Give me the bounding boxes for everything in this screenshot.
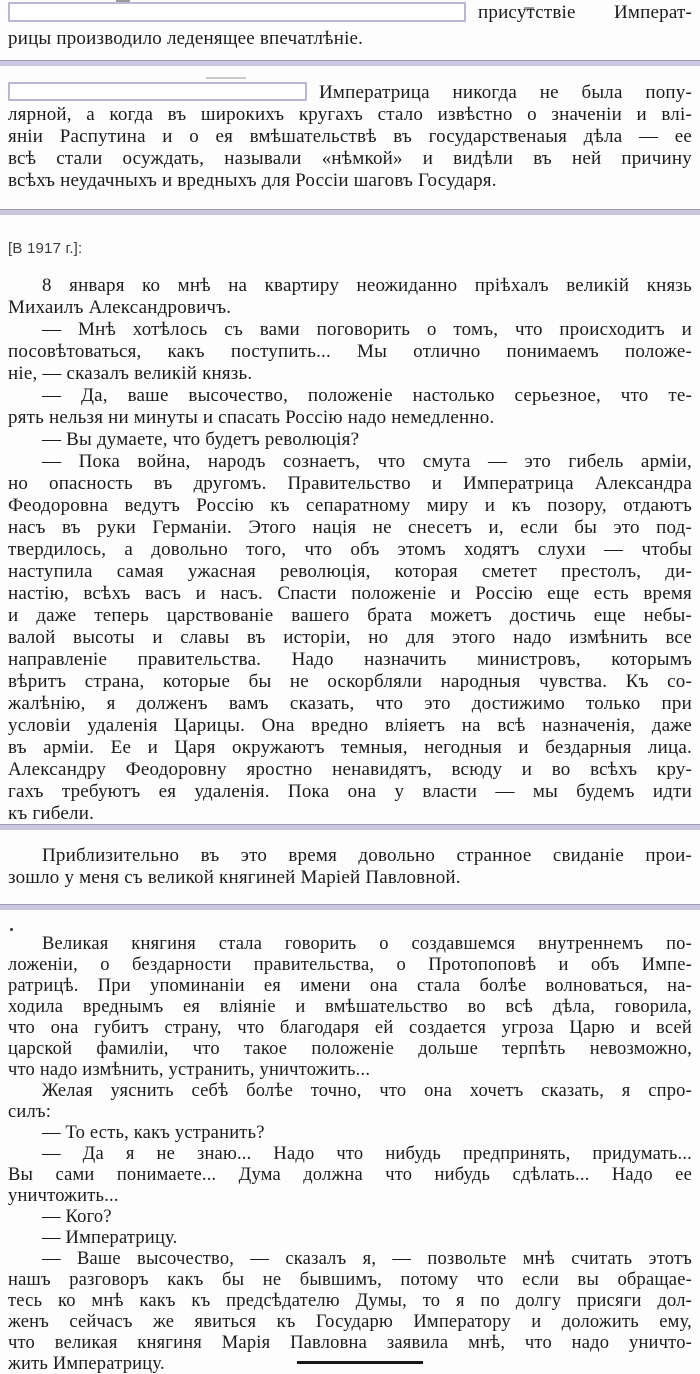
dialogue-block [8, 275, 692, 825]
text-line: — Да, ваше высочество, положеніе настолько серьезное, что те- [42, 385, 692, 406]
text-line: всѣхъ неудачныхъ и вредныхъ для Россіи шаговъ Государя. [8, 170, 497, 191]
text-line: Вы сами понимаете... Дума должна что нибудь сдѣлать... Надо ее [8, 1165, 692, 1185]
text-line: Феодоровна ведутъ Россію къ сепаратному миру и къ позору, отдаютъ [8, 495, 692, 516]
opening-paragraph [8, 2, 692, 50]
text-line: Александру Феодоровну яростно ненавидятъ, всюду и во всѣхъ кру- [8, 759, 692, 780]
text-line: къ гибели. [8, 803, 95, 824]
text-line: ніе, — сказалъ великій князь. [8, 363, 253, 384]
text-line: нашъ разговоръ какъ бы не бывшимъ, потому что если вы обращае- [8, 1270, 692, 1290]
text-line: — Да я не знаю... Надо что нибудь предпринять, придумать... [42, 1144, 692, 1164]
text-line: — То есть, какъ устранить? [42, 1123, 265, 1143]
text-line: — Кого? [42, 1207, 112, 1227]
scan-artifact-dot [10, 928, 13, 931]
text-line: вѣритъ страна, которые бы не оскорбляли народныя чувства. Къ со- [8, 671, 692, 692]
text-line: ходила вреднымъ ея вліяніе и вмѣшательство во всѣ дѣла, говорила, [8, 997, 692, 1017]
text-line: наступила самая ужасная революція, которая сметет престолъ, ди- [8, 561, 692, 582]
meeting-paragraph [8, 845, 692, 889]
text-line: жить Императрицу. [8, 1354, 165, 1374]
redaction-box [8, 82, 307, 101]
scan-speck [206, 77, 246, 79]
text-line: — Мнѣ хотѣлось съ вами поговорить о томъ, что происходитъ и [42, 319, 692, 340]
text-line: Приблизительно въ это время довольно странное свиданіе прои- [42, 845, 692, 866]
text-line: Великая княгиня стала говорить о создавшемся внутреннемъ по- [42, 934, 692, 954]
text-line: рять нельзя ни минуты и спасать Россію надо немедленно. [8, 407, 495, 428]
text-line: — Пока война, народъ сознаетъ, что смута — это гибель арміи, [42, 451, 692, 472]
text-line: Желая уяснить себѣ болѣе точно, что она хочетъ сказать, я спро- [42, 1081, 692, 1101]
section-divider [0, 60, 700, 66]
text-line: что надо измѣнить, устранить, уничтожить... [8, 1060, 371, 1080]
text-line: въ арміи. Ее и Царя окружаютъ темныя, негодныя и бездарныя лица. [8, 737, 692, 758]
text-line: лярной, а когда въ широкихъ кругахъ стало извѣстно о значеніи и влі- [8, 104, 692, 125]
text-line: жалѣнію, я долженъ вамъ сказать, что это достижимо только при [8, 693, 692, 714]
text-line: тесь ко мнѣ какъ къ предсѣдателю Думы, то я по долгу присяги дол- [8, 1291, 692, 1311]
text-line: настію, всѣхъ васъ и насъ. Спасти положеніе и Россію еще есть время [8, 583, 692, 604]
text-line: яніи Распутина и о ея вмѣшательствѣ въ государственаыя дѣла — ее [8, 126, 692, 147]
text-line: посовѣтоваться, какъ поступить... Мы отлично понимаемъ положе- [8, 341, 692, 362]
text-line: направленіе правительства. Надо назначить министровъ, которымъ [8, 649, 692, 670]
text-line: условіи удаленія Царицы. Она вредно вліяетъ на всѣ назначенія, даже [8, 715, 692, 736]
audience-block [8, 934, 692, 1374]
text-line: Михаилъ Александровичъ. [8, 297, 232, 318]
text-line: всѣ стали осуждать, называли «нѣмкой» и видѣли въ ней причину [8, 148, 692, 169]
text-line: силъ: [8, 1102, 52, 1122]
redaction-box [8, 2, 466, 22]
text-line: присутствіе Императ- [478, 2, 692, 23]
text-line: Императрица никогда не была попу- [319, 82, 692, 103]
text-line: но опасность въ другомъ. Правительство и Императрица Александра [8, 473, 692, 494]
text-line: твердилось, а довольно того, что объ этомъ ходятъ слухи — чтобы [8, 539, 692, 560]
text-line: 8 января ко мнѣ на квартиру неожиданно пріѣхалъ великій князь [42, 275, 692, 296]
text-line: зошло у меня съ великой княгиней Маріей Павловной. [8, 867, 461, 888]
text-line: — Вы думаете, что будетъ революція? [42, 429, 360, 450]
text-line: уничтожить... [8, 1186, 119, 1206]
section-divider [0, 209, 700, 215]
text-line: что великая княгиня Марія Павловна заявила мнѣ, что надо уничто- [8, 1333, 692, 1353]
text-line: валой высоты и славы въ исторіи, но для этого надо измѣнить все [8, 627, 692, 648]
text-line: женъ сейчасъ же явиться къ Государю Императору и доложить ему, [8, 1312, 692, 1332]
text-line: ратрицѣ. При упоминаніи ея имени она стала болѣе волноваться, на- [8, 976, 692, 996]
popularity-paragraph [8, 82, 692, 192]
text-line: гахъ требуютъ ея удаленія. Пока она у власти — мы будемъ идти [8, 781, 692, 802]
text-line: ложеніи, о бездарности правительства, о Протопоповѣ и объ Импе- [8, 955, 692, 975]
text-line: царской фамиліи, что такое положеніе дольше терпѣть невозможно, [8, 1039, 692, 1059]
text-line: рицы производило леденящее впечатлѣніе. [8, 28, 364, 49]
text-line: — Императрицу. [42, 1228, 178, 1248]
section-divider [0, 824, 700, 830]
end-rule [297, 1361, 423, 1364]
text-line: и даже теперь царствованіе вашего брата можетъ достичь еще небы- [8, 605, 692, 626]
text-line: что она губитъ страну, что благодаря ей создается угроза Царю и всей [8, 1018, 692, 1038]
editor-note: [В 1917 г.]: [8, 240, 83, 257]
text-line: — Ваше высочество, — сказалъ я, — позвольте мнѣ считать этотъ [42, 1249, 692, 1269]
section-divider [0, 904, 700, 910]
text-line: насъ въ руки Германіи. Этого нація не снесетъ и, если бы это под- [8, 517, 692, 538]
